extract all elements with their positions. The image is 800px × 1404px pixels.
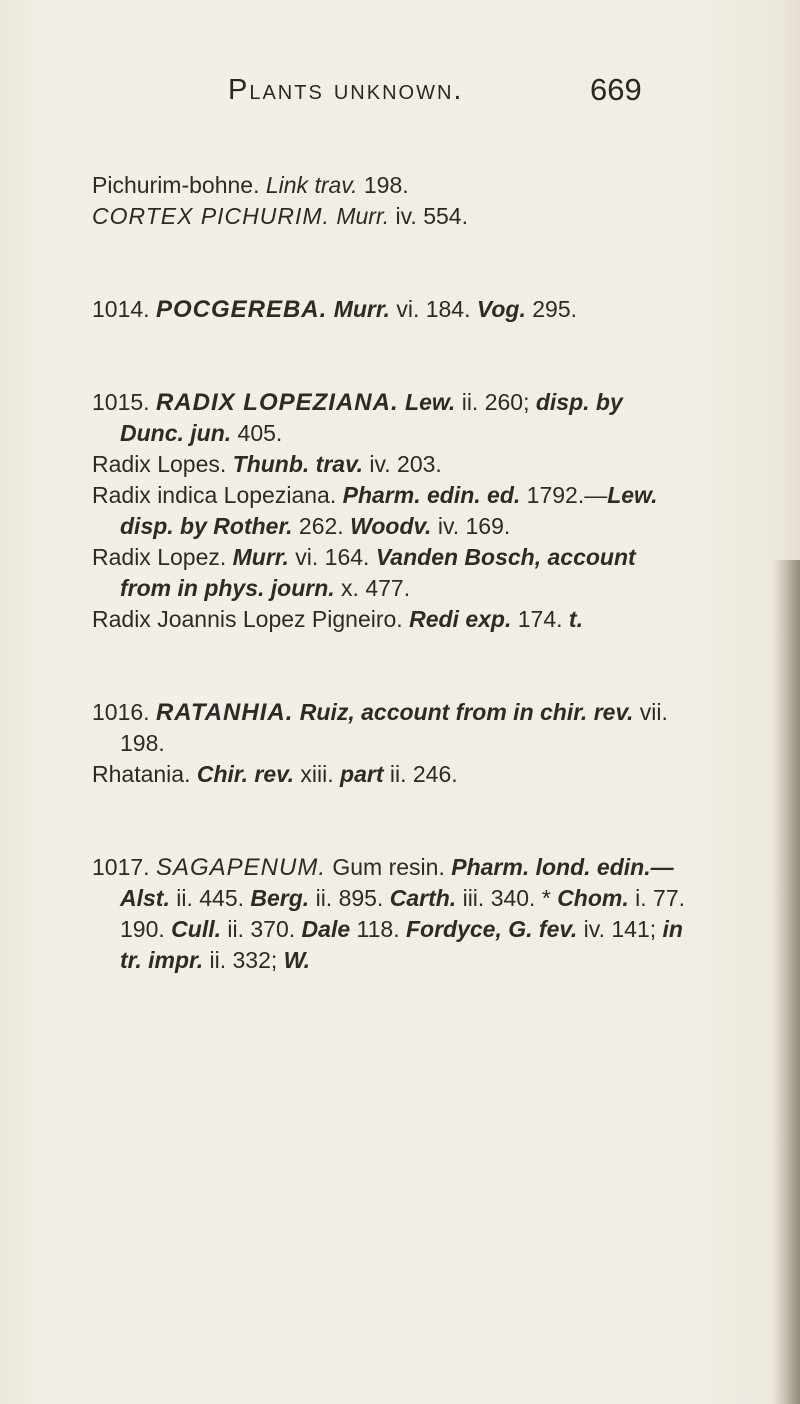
entry-1015: 1015. RADIX LOPEZIANA. Lew. ii. 260; disp. by Dunc. jun. 405. [92,389,623,446]
entry-1016: 1016. RATANHIA. Ruiz, account from in chir. rev. vii. 198. [92,699,668,756]
entry-title: POCGEREBA. [155,296,328,323]
entry-1016-sub-1: Rhatania. Chir. rev. xiii. part ii. 246. [92,761,458,787]
entry-1017: 1017. SAGAPENUM. Gum resin. Pharm. lond. edin.—Alst. ii. 445. Berg. ii. 895. Carth. iii. 340. * Chom. i. 77. 190. Cull. ii. 370. Dale 118. Fordyce, G. fev. iv. 141; in tr. impr. ii. 332; W. [92,854,686,973]
entry-number: 1017. [92,854,150,880]
entry-1015-sub-3: Radix Lopez. Murr. vi. 164. Vanden Bosch, account from in phys. journ. x. 477. [92,544,636,601]
entry-title: RADIX LOPEZIANA. [155,389,399,416]
entry-title: SAGAPENUM. [155,854,326,881]
entry-1015-sub-4: Radix Joannis Lopez Pigneiro. Redi exp. 174. t. [92,606,583,632]
entry-number: 1016. [92,699,150,725]
entry-title: RATANHIA. [155,699,294,726]
entry-1014: 1014. POCGEREBA. Murr. vi. 184. Vog. 295. [92,296,578,323]
running-title: Plants unknown. [228,74,464,106]
entry-list [92,170,692,976]
entry-1015-sub-1: Radix Lopes. Thunb. trav. iv. 203. [92,451,442,477]
page-header [0,74,800,114]
entry-number: 1014. [92,296,150,322]
page-number: 669 [590,72,642,107]
entry-continuation-line-2: CORTEX PICHURIM. Murr. iv. 554. [92,203,468,229]
entry-number: 1015. [92,389,150,415]
entry-1015-sub-2: Radix indica Lopeziana. Pharm. edin. ed. 1792.—Lew. disp. by Rother. 262. Woodv. iv. 169. [92,482,658,539]
entry-continuation-line-1: Pichurim-bohne. Link trav. 198. [92,172,409,198]
spine-shadow [772,560,800,1404]
